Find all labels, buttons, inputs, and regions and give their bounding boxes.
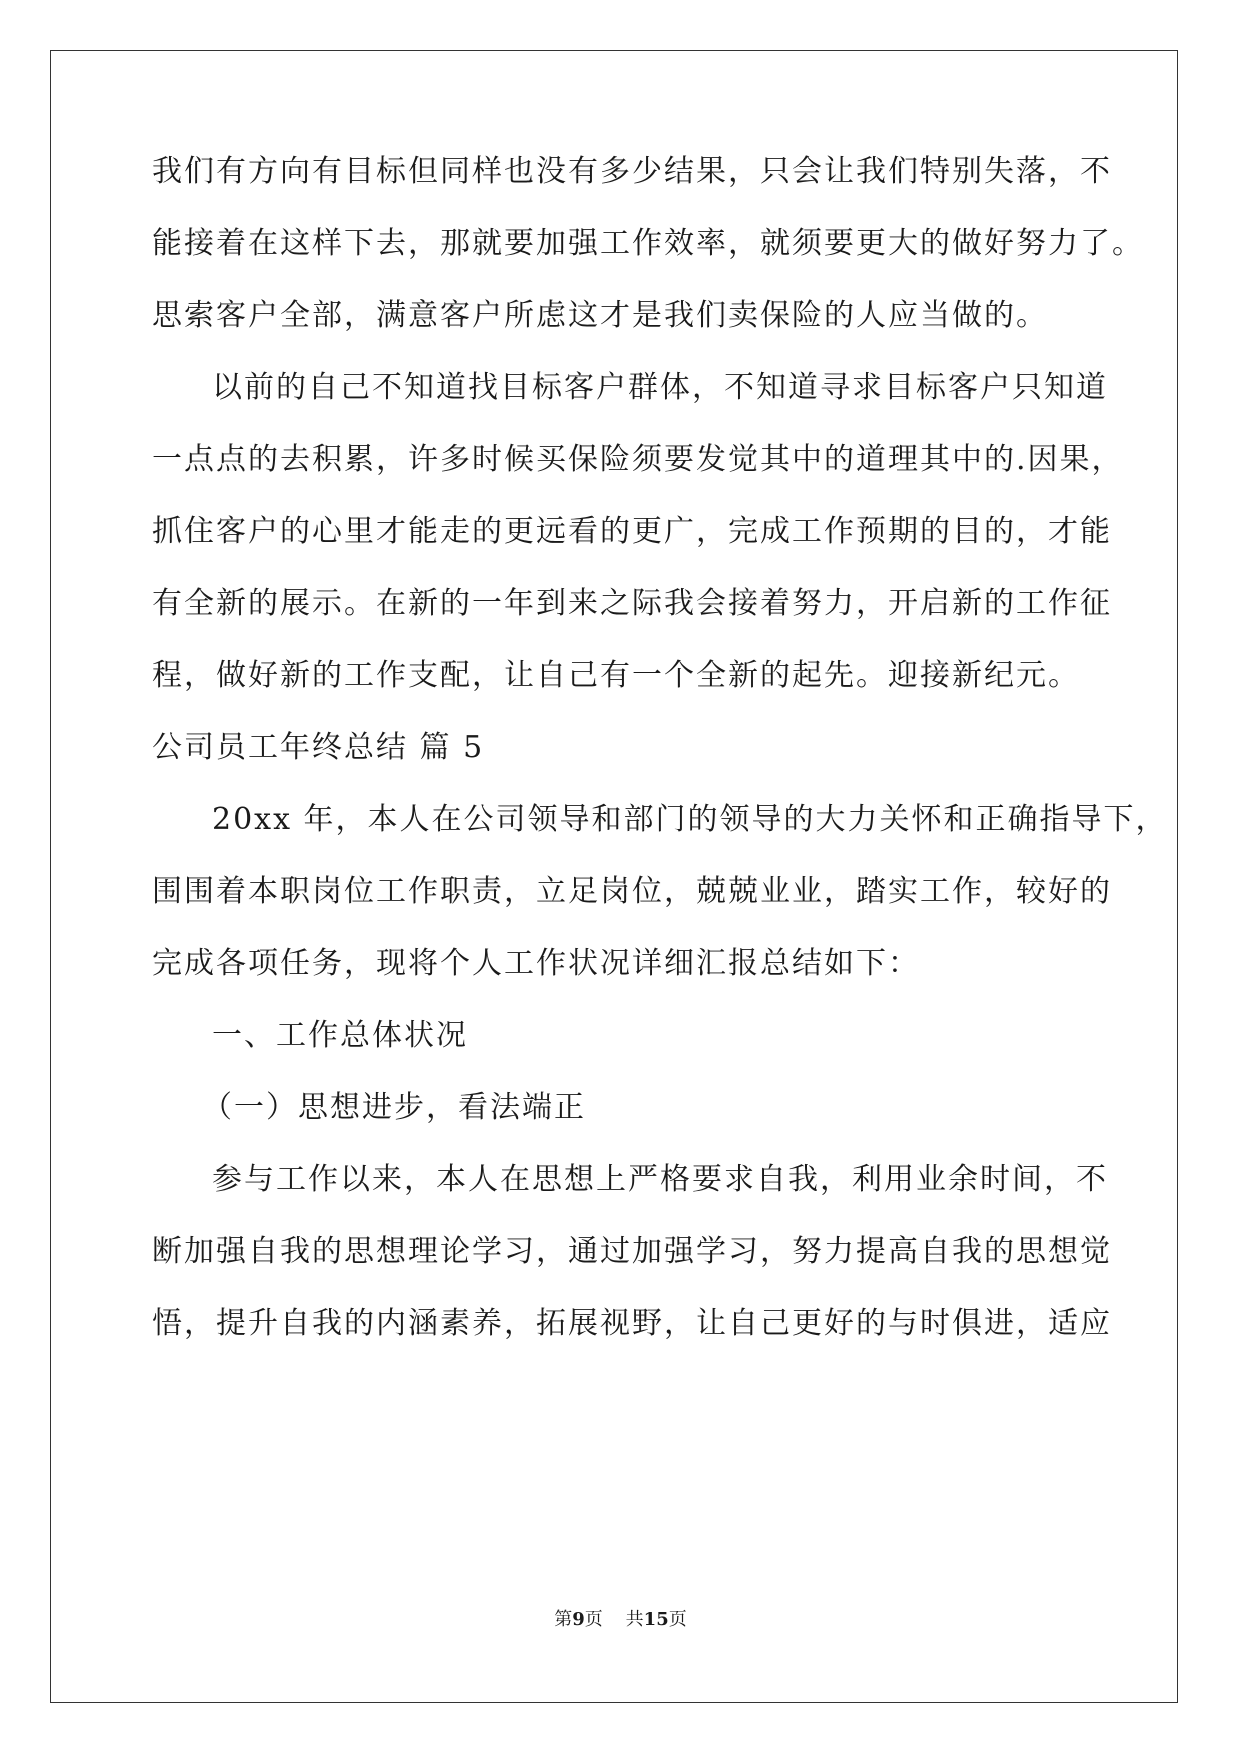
page-footer [0, 1608, 1241, 1632]
body-text-line: 悟，提升自我的内涵素养，拓展视野，让自己更好的与时俱进，适应 [152, 1306, 1112, 1341]
body-text-line: 断加强自我的思想理论学习，通过加强学习，努力提高自我的思想觉 [152, 1234, 1112, 1269]
section-heading: 公司员工年终总结 篇 5 [152, 730, 485, 765]
page-prefix: 第 [554, 1609, 573, 1630]
total-pages: 15 [643, 1609, 669, 1630]
paragraph-first-line: 20xx 年，本人在公司领导和部门的领导的大力关怀和正确指导下， [212, 802, 1168, 837]
body-text-line: 一点点的去积累，许多时候买保险须要发觉其中的道理其中的.因果， [152, 442, 1124, 477]
body-text-line: 有全新的展示。在新的一年到来之际我会接着努力，开启新的工作征 [152, 586, 1112, 621]
body-text-line: 程，做好新的工作支配，让自己有一个全新的起先。迎接新纪元。 [152, 658, 1080, 693]
body-text-line: 思索客户全部，满意客户所虑这才是我们卖保险的人应当做的。 [152, 298, 1048, 333]
total-prefix: 共 [625, 1609, 644, 1630]
paragraph-first-line: 参与工作以来，本人在思想上严格要求自我，利用业余时间，不 [212, 1162, 1108, 1197]
body-text-line: 围围着本职岗位工作职责，立足岗位，兢兢业业，踏实工作，较好的 [152, 874, 1112, 909]
body-text-line: 抓住客户的心里才能走的更远看的更广，完成工作预期的目的，才能 [152, 514, 1112, 549]
paragraph-first-line: 以前的自己不知道找目标客户群体，不知道寻求目标客户只知道 [212, 370, 1108, 405]
total-suffix: 页 [668, 1609, 687, 1630]
body-text-line: 完成各项任务，现将个人工作状况详细汇报总结如下： [152, 946, 920, 981]
subsection-heading: （一）思想进步，看法端正 [202, 1090, 586, 1125]
subsection-heading: 一、工作总体状况 [212, 1018, 468, 1053]
page-number: 9 [572, 1609, 585, 1630]
page-suffix: 页 [584, 1609, 603, 1630]
body-text-line: 我们有方向有目标但同样也没有多少结果，只会让我们特别失落，不 [152, 154, 1112, 189]
body-text-line: 能接着在这样下去，那就要加强工作效率，就须要更大的做好努力了。 [152, 226, 1144, 261]
